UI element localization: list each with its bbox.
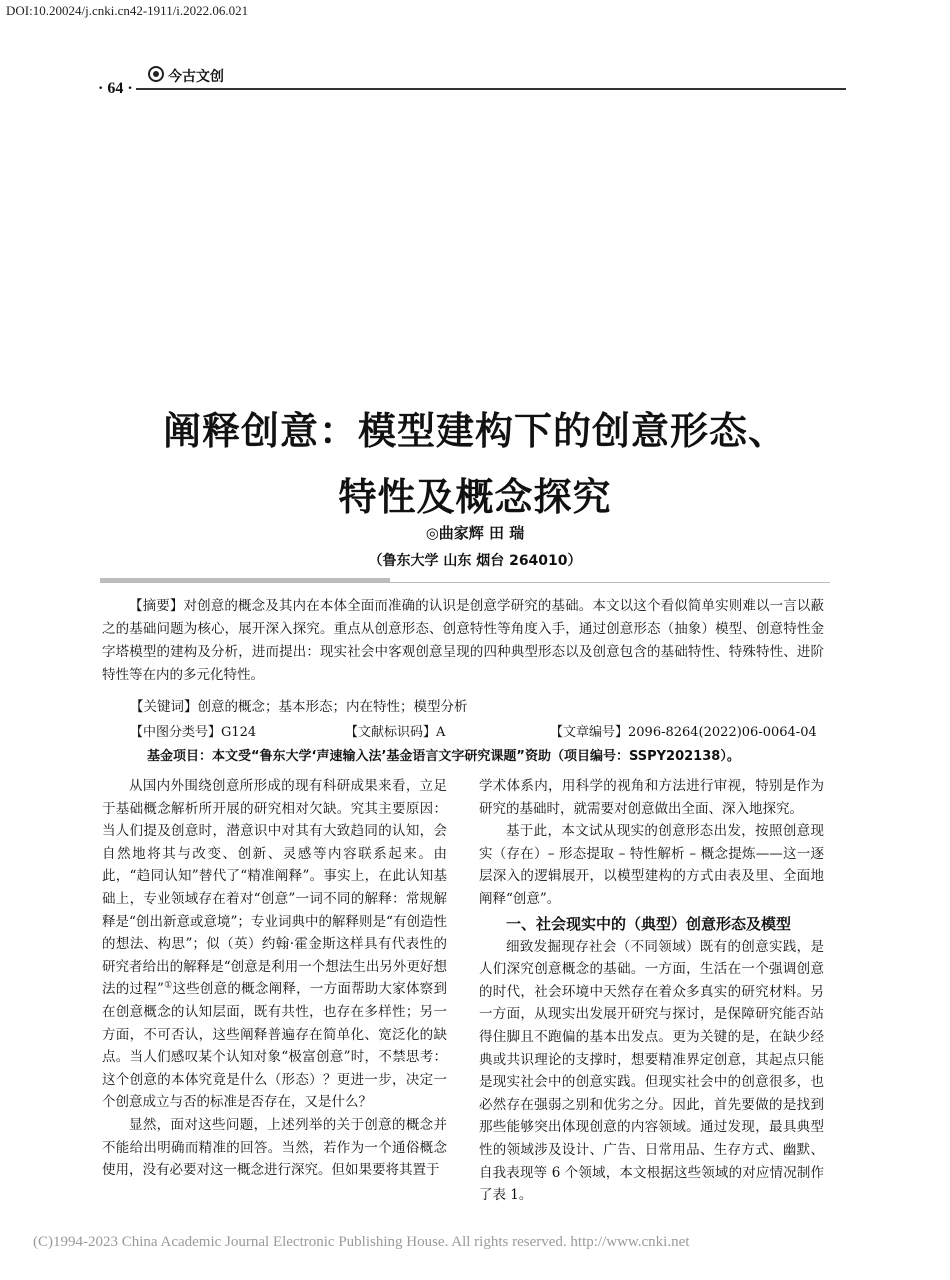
- abstract: 【摘要】对创意的概念及其内在本体全面而准确的认识是创意学研究的基础。本文以这个看似简单实则难以一言以蔽之的基础问题为核心，展开深入探究。重点从创意形态、创意特性等角度入手，通过创意形态（抽象）模型、创意特性金字塔模型的建构及分析，进而提出：现实社会中客观创意呈现的四种典型形态以及创意包含的基础特性、特殊特性、进阶特性等在内的多元化特性。: [102, 598, 824, 683]
- header-rule: [136, 88, 846, 90]
- article-title-line-1: 阐释创意：模型建构下的创意形态、: [162, 409, 787, 453]
- section-heading: 一、社会现实中的（典型）创意形态及模型: [506, 914, 792, 933]
- body-paragraph: 显然，面对这些问题，上述列举的关于创意的概念并不能给出明确而精准的回答。当然，若作为一个通俗概念使用，没有必要对这一概念进行深究。但如果要将其置于: [102, 1116, 447, 1179]
- funding-note: 基金项目：本文受“鲁东大学‘声速输入法’基金语言文字研究课题”资助（项目编号：SSPY202138）。: [147, 749, 740, 764]
- page-number: · 64 ·: [98, 80, 133, 97]
- paragraph-text: 这些创意的概念阐释，一方面帮助大家体察到在创意概念的认知层面，既有共性，也存在多样性；另一方面，不可否认，这些阐释普遍存在简单化、宽泛化的缺点。当人们感叹某个认知对象“极富创意”时，不禁思考：这个创意的本体究竟是什么（形态）？更进一步，决定一个创意成立与否的标准是否存在，又是什么？: [102, 981, 448, 1111]
- keywords: 【关键词】创意的概念；基本形态；内在特性；模型分析: [130, 699, 468, 715]
- paragraph-text: 从国内外围绕创意所形成的现有科研成果来看，立足于基础概念解析所开展的研究相对欠缺。究其主要原因：当人们提及创意时，潜意识中对其有大致趋同的认知，会自然地将其与改变、创新、灵感等内容联系起来。由此，“趋同认知”替代了“精准阐释”。事实上，在此认知基础上，专业领域存在着对“创意”一词不同的解释：常规解释是“创出新意或意境”；专业词典中的解释则是“有创造性的想法、构思”；似（英）约翰·霍金斯这样具有代表性的研究者给出的解释是“创意是利用一个想法生出另外更好想法的过程”: [102, 778, 447, 998]
- separator-thick: [100, 578, 390, 583]
- article-title-line-2: 特性及概念探究: [338, 475, 612, 519]
- body-paragraph: [102, 775, 447, 1114]
- body-column-right: [479, 775, 824, 1207]
- footnote-marker[interactable]: ①: [163, 980, 173, 991]
- body-paragraph: 基于此，本文试从现实的创意形态出发，按照创意现实（存在）– 形态提取 – 特性解析 – 概念提炼——这一逐层深入的逻辑展开，以模型建构的方式由表及里、全面地阐释“创意”。: [479, 823, 824, 907]
- journal-logo-icon: [148, 66, 164, 82]
- document-code: 【文献标识码】A: [345, 725, 446, 740]
- body-paragraph: 细致发掘现存社会（不同领域）既有的创意实践，是人们深究创意概念的基础。一方面，生活在一个强调创意的时代，社会环境中天然存在着众多真实的研究材料。另一方面，从现实出发展开研究与探讨，是保障研究能否站得住脚且不跑偏的基本出发点。更为关键的是，在缺少经典或共识理论的支撑时，想要精准界定创意，其起点只能是现实社会中的创意实践。但现实社会中的创意很多，也必然存在强弱之别和优劣之分。因此，首先要做的是找到那些能够突出体现创意的内容领域。通过发现，最具典型性的领域涉及设计、广告、日常用品、生存方式、幽默、自我表现等 6 个领域，本文根据这些领域的对应情况制作了表 1。: [479, 938, 824, 1204]
- body-paragraph: 学术体系内，用科学的视角和方法进行审视，特别是作为研究的基础时，就需要对创意做出全面、深入地探究。: [479, 778, 824, 817]
- clc-number: 【中图分类号】G124: [130, 725, 257, 740]
- copyright-footer: (C)1994-2023 China Academic Journal Electronic Publishing House. All rights reserved. http://www.cnki.net: [33, 1234, 690, 1250]
- article-authors: ◎曲家辉 田 瑞: [425, 524, 525, 542]
- body-column-left: [102, 775, 447, 1182]
- author-affiliation: （鲁东大学 山东 烟台 264010）: [368, 553, 582, 569]
- doi-line: DOI:10.20024/j.cnki.cn42-1911/i.2022.06.021: [6, 3, 249, 18]
- article-number: 【文章编号】2096-8264(2022)06-0064-04: [550, 725, 817, 740]
- separator-thin: [390, 582, 830, 583]
- journal-name: 今古文创: [168, 69, 224, 85]
- classification-row: [130, 721, 830, 741]
